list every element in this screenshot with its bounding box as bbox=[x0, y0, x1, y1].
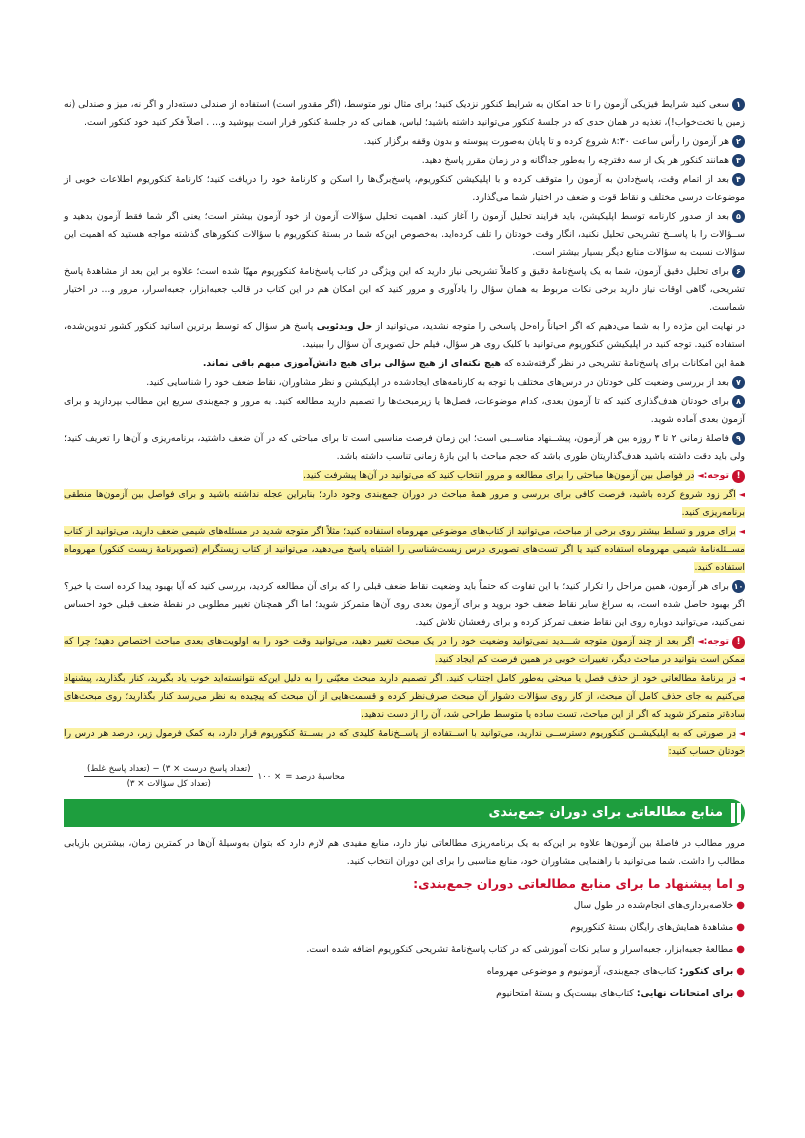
step-text: بعد از صدور کارنامه توسط اپلیکیشن، باید فرایند تحلیل آزمون را آغاز کنید. اهمیت تحلیل سؤالات آزمون از خود آزمون بیشتر است؛ یعنی اگر شما فقط آزمون بدهید و ســؤالات را با پاســخ تشریحی تحلیل نکنید، انگار وقت خودتان را تلف کرده‌اید. به‌خصوص این‌که شما در بستهٔ کنکوریوم با سؤالات کنکورهای گذشته مواجه هستید که اهمیت این سؤالات نسبت به سؤالات منابع دیگر بسیار بیشتر است. bbox=[64, 211, 745, 258]
note-2b bbox=[64, 670, 745, 724]
note-1 bbox=[64, 467, 745, 485]
banner-bars-icon bbox=[731, 803, 741, 823]
note-2 bbox=[64, 633, 745, 669]
triangle-bullet-icon: ◄ bbox=[697, 471, 704, 480]
step-8 bbox=[64, 393, 745, 429]
section-intro: مرور مطالب در فاصلهٔ بین آزمون‌ها علاوه بر این‌که به یک برنامه‌ریزی مطالعاتی نیاز دارد، منابع مفیدی هم لازم دارد که بتوان به‌وسیلهٔ آن‌ها در کمترین زمان، بیشترین بازیابی مطالب را داشت. شما می‌توانید با راهنمایی مشاوران خود، منابع مناسبی را برای این دوران انتخاب کنید. bbox=[64, 838, 745, 867]
bullet-dot-icon: ● bbox=[736, 988, 745, 999]
triangle-bullet-icon: ◄ bbox=[738, 490, 745, 499]
list-item bbox=[64, 985, 745, 1003]
list-item bbox=[64, 897, 745, 915]
note-2c bbox=[64, 725, 745, 761]
bold-text: حل ویدئویی bbox=[316, 321, 373, 332]
formula-denominator: (تعداد کل سؤالات × ۳) bbox=[126, 779, 211, 789]
paragraph-text: پاسخ هر سؤال که توسط برترین اساتید کنکور کشور تدوین‌شده، استفاده کنید. توجه کنید در اپلیکیشن کنکوریوم می‌توانید با کلیک روی هر سؤال، فیلم حل تصویری آن سؤال را ببینید. bbox=[64, 321, 745, 350]
step-6 bbox=[64, 263, 745, 317]
triangle-bullet-icon: ◄ bbox=[738, 729, 745, 738]
step-9 bbox=[64, 430, 745, 466]
step-10 bbox=[64, 578, 745, 632]
item-text: مطالعهٔ جعبه‌ابزار، جعبه‌اسرار و سایر نکات آموزشی که در کتاب پاسخ‌نامهٔ تشریحی کنکوریوم اضافه شده است. bbox=[306, 944, 734, 955]
highlighted-text: برای مرور و تسلط بیشتر روی برخی از مباحث، می‌توانید از کتاب‌های موضوعی مهروماه استفاده کنید؛ مثلاً اگر متوجه شدید در مسئله‌های شیمی ضعف دارید، می‌توانید از کتاب مســئله‌نامهٔ شیمی مهروماه استفاده کنید یا اگر تست‌های تصویری درس زیست‌شناسی را اشتباه پاسخ می‌دهید، می‌توانید از کتاب زیستگرام (تصویرنامهٔ زیست کنکور) مهروماه استفاده کنید. bbox=[64, 526, 745, 573]
step-text: همانند کنکور هر یک از سه دفترچه را به‌طور جداگانه و در زمان مقرر پاسخ دهید. bbox=[421, 155, 729, 166]
step-number: ۲ bbox=[732, 135, 745, 148]
resource-list bbox=[64, 897, 745, 1003]
percent-formula bbox=[64, 762, 745, 791]
step-number: ۹ bbox=[732, 432, 745, 445]
step-number: ۸ bbox=[732, 395, 745, 408]
bullet-dot-icon: ● bbox=[736, 900, 745, 911]
features-paragraph bbox=[64, 355, 745, 373]
step-1 bbox=[64, 96, 745, 132]
formula-multiplier: × ۱۰۰ bbox=[257, 771, 282, 782]
highlighted-text: در صورتی که به اپلیکیشــن کنکوریوم دسترســی ندارید، می‌توانید با اســتفاده از پاســخ‌نامهٔ کلیدی که در بســتهٔ کنکوریوم قرار دارد، به کمک فرمول زیر، درصد هر درس را خودتان حساب کنید: bbox=[64, 728, 745, 757]
item-bold: برای امتحانات نهایی: bbox=[636, 988, 734, 999]
step-number: ۵ bbox=[732, 210, 745, 223]
note-1b bbox=[64, 486, 745, 522]
step-number: ۱۰ bbox=[733, 582, 744, 591]
step-number: ۷ bbox=[732, 376, 745, 389]
item-text: مشاهدهٔ همایش‌های رایگان بستهٔ کنکوریوم bbox=[570, 922, 734, 933]
step-text: هر آزمون را رأس ساعت ۸:۳۰ شروع کرده و تا پایان به‌صورت پیوسته و بدون وقفه برگزار کنید. bbox=[363, 136, 729, 147]
step-number: ۶ bbox=[732, 265, 745, 278]
item-bold: برای کنکور: bbox=[679, 966, 734, 977]
step-text: برای هر آزمون، همین مراحل را تکرار کنید؛ با این تفاوت که حتماً باید وضعیت نقاط ضعف قبلی را که برای آن مطالعه کردید، بررسی کنید که آیا بهبود پیدا کرده است یا خیر؟ اگر بهبود حاصل شده است، به سراغ سایر نقاط ضعف خود بروید و برای آزمون بعدی روی آن‌ها متمرکز شوید؛ اما اگر همچنان تغییر مطلوبی در نقطهٔ ضعف قبلی خود احساس نمی‌کنید، می‌توانید دوباره روی این نقاط ضعف تمرکز کرده و برای رفعشان تلاش کنید. bbox=[64, 581, 745, 628]
step-number: ۳ bbox=[732, 154, 745, 167]
highlighted-text: اگر زود شروع کرده باشید، فرصت کافی برای بررسی و مرور همهٔ مباحث در دوران جمع‌بندی وجود دارد؛ بنابراین عجله نداشته باشید و برای فواصل بین آزمون‌ها منطقی برنامه‌ریزی کنید. bbox=[64, 489, 745, 518]
triangle-bullet-icon: ◄ bbox=[697, 637, 704, 646]
paragraph-text: در نهایت این مژده را به شما می‌دهیم که اگر احیاناً راه‌حل پاسخی را متوجه نشدید، می‌توانید از bbox=[375, 321, 745, 332]
list-item bbox=[64, 963, 745, 981]
step-number: ۴ bbox=[732, 173, 745, 186]
step-3 bbox=[64, 152, 745, 170]
bullet-dot-icon: ● bbox=[736, 966, 745, 977]
list-item bbox=[64, 919, 745, 937]
note-label: توجه: bbox=[703, 636, 729, 647]
step-4 bbox=[64, 171, 745, 207]
triangle-bullet-icon: ◄ bbox=[738, 674, 745, 683]
step-text: سعی کنید شرایط فیزیکی آزمون را تا حد امکان به شرایط کنکور نزدیک کنید؛ برای مثال نور متوسط، (اگر مقدور است) استفاده از صندلی دسته‌دار و اگر نه، میز و صندلی (نه زمین یا تخت‌خواب!)، تغذیه در همان حدی که در جلسهٔ کنکور می‌توانید داشته باشید؛ لباس، همانی که در جلسهٔ کنکور قرار است بپوشید و... . اصلاً فکر کنید خود کنکور است. bbox=[64, 99, 745, 128]
item-text: کتاب‌های بیست‌پک و بستهٔ امتحانیوم bbox=[496, 988, 634, 999]
bullet-dot-icon: ● bbox=[736, 944, 745, 955]
section-title: منابع مطالعاتی برای دوران جمع‌بندی bbox=[488, 805, 723, 820]
item-text: خلاصه‌برداری‌های انجام‌شده در طول سال bbox=[573, 900, 734, 911]
step-text: برای تحلیل دقیق آزمون، شما به یک پاسخ‌نامهٔ دقیق و کاملاً تشریحی نیاز دارید که این ویژگی در کتاب پاسخ‌نامهٔ کنکوریوم مهیّا شده است؛ علاوه بر این بعد از مشاهدهٔ پاسخ تشریحی، گاهی اوقات نیاز دارید برخی نکات مربوط به همان سؤال را یادآوری و مرور کنید که این امکان هم در این کتاب در قالب جعبه‌ابزار، جعبه‌اسرار، مرور و... در اختیار شماست. bbox=[64, 266, 745, 313]
formula-fraction bbox=[84, 762, 253, 791]
step-text: برای خودتان هدف‌گذاری کنید که تا آزمون بعدی، کدام موضوعات، فصل‌ها یا زیرمبحث‌ها را تصمیم دارید مطالعه کنید. به مرور و جمع‌بندی سریع این مطالب بپردازید و برای آزمون بعدی آماده شوید. bbox=[64, 396, 745, 425]
section-subheading: و اما پیشنهاد ما برای منابع مطالعاتی دوران جمع‌بندی: bbox=[413, 876, 745, 891]
bold-text: هیچ نکته‌ای از هیچ سؤالی برای هیچ دانش‌آموزی مبهم باقی نماند. bbox=[202, 358, 501, 369]
video-solution-paragraph bbox=[64, 318, 745, 354]
step-text: بعد از بررسی وضعیت کلی خودتان در درس‌های مختلف با توجه به کارنامه‌های ایجادشده در اپلیکیشن و نظر مشاوران، نقاط ضعف خود را شناسایی کنید. bbox=[146, 377, 729, 388]
step-number: ۱ bbox=[732, 98, 745, 111]
highlighted-text: در فواصل بین آزمون‌ها مباحثی را برای مطالعه و مرور انتخاب کنید که می‌توانید در آن‌ها پیشرفت کنید. bbox=[303, 470, 695, 481]
step-2 bbox=[64, 133, 745, 151]
section-banner bbox=[64, 799, 745, 827]
note-label: توجه: bbox=[703, 470, 729, 481]
note-1c bbox=[64, 523, 745, 577]
step-text: فاصلهٔ زمانی ۲ تا ۳ روزه بین هر آزمون، پیشــنهاد مناســبی است؛ این زمان فرصت مناسبی است تا برای مباحثی که در آن ضعف داشتید، برنامه‌ریزی و آن‌ها را تعریف کنید؛ ولی باید دقت داشته باشید هدف‌گذاریتان طوری باشد که حجم مباحث با این بازهٔ زمانی تناسب داشته باشد. bbox=[64, 433, 745, 462]
exclamation-icon: ! bbox=[732, 636, 745, 649]
bullet-dot-icon: ● bbox=[736, 922, 745, 933]
formula-numerator: (تعداد پاسخ درست × ۳) − (تعداد پاسخ غلط) bbox=[84, 762, 253, 777]
triangle-bullet-icon: ◄ bbox=[738, 527, 745, 536]
highlighted-text: در برنامهٔ مطالعاتی خود از حذف فصل یا مبحثی به‌طور کامل اجتناب کنید. اگر تصمیم دارید مبحث معیّنی را به دلیل این‌که نتوانسته‌اید خوب یاد بگیرید، کنار بگذارید، پیشنهاد می‌کنیم به جای حذف کامل آن مبحث، از کار روی سؤالات دشوار آن مبحث صرف‌نظر کرده و قسمت‌هایی از آن مبحث که پیچیده به نظر می‌رسد کنار بگذارید؛ روی مبحث‌های سادهٔ‌تر متمرکز شوید که اگر از این مباحث، تست ساده یا متوسط طراحی شد، آن را از دست ندهید. bbox=[64, 673, 745, 720]
step-7 bbox=[64, 374, 745, 392]
highlighted-text: اگر بعد از چند آزمون متوجه شـــدید نمی‌توانید وضعیت خود را در یک مبحث تغییر دهید، می‌توانید وقت خود را به اولویت‌های بعدی مباحث اختصاص دهید؛ چرا که ممکن است بتوانید در مباحث دیگر، تغییرات خوبی در همین فرصت کم ایجاد کنید. bbox=[64, 636, 745, 665]
item-text: کتاب‌های جمع‌بندی، آزمونیوم و موضوعی مهروماه bbox=[486, 966, 677, 977]
step-5 bbox=[64, 208, 745, 262]
paragraph-text: همهٔ این امکانات برای پاسخ‌نامهٔ تشریحی در نظر گرفته‌شده که bbox=[503, 358, 745, 369]
step-text: بعد از اتمام وقت، پاسخ‌دادن به آزمون را متوقف کرده و با اپلیکیشن کنکوریوم، پاسخ‌برگ‌ها را اسکن و کارنامهٔ خود را دریافت کنید؛ کارنامهٔ کنکوریوم اطلاعات خوبی از موضوعات درسی مختلف و نقاط قوت و ضعف در اختیار شما می‌گذارد. bbox=[64, 174, 745, 203]
exclamation-icon: ! bbox=[732, 470, 745, 483]
list-item bbox=[64, 941, 745, 959]
formula-lhs: محاسبهٔ درصد = bbox=[285, 771, 345, 782]
